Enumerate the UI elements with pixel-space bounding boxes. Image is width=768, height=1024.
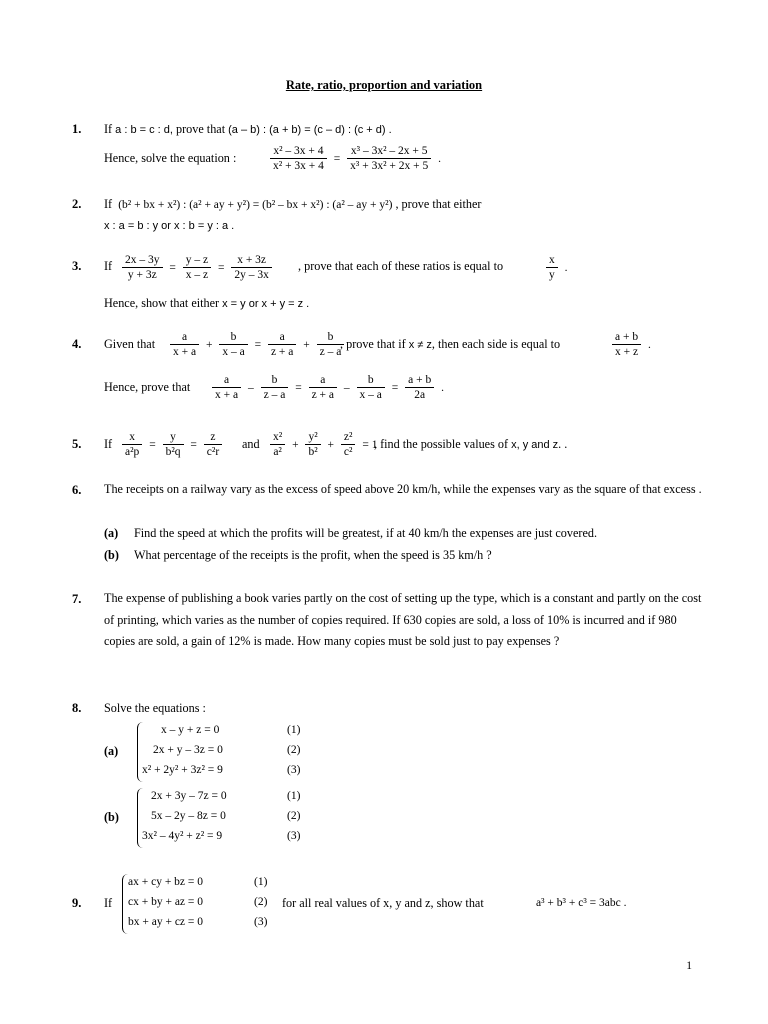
q1-statement: If a : b = c : d, prove that (a – b) : (a + b) = (c – d) : (c + d) .: [104, 122, 392, 136]
q8-instruction: Solve the equations :: [104, 701, 206, 715]
q2-conclusion: x : a = b : y or x : b = y : a .: [104, 220, 235, 232]
q8b-eq-3: 3x² – 4y² + z² = 9: [142, 830, 223, 842]
q8-number: 8.: [72, 701, 82, 715]
q5-ratios: $\frac{x}{\text{a²p}}$ = $\frac{y}{\text{b²q}}$ = $\frac{z}{\text{c²r}}$: [120, 431, 224, 458]
q5-sum: $\frac{\text{x²}}{\text{a²}}$ + $\frac{\text{y²}}{\text{b²}}$ + $\frac{\text{z²}}{\text{c²}}$ = 1: [268, 431, 379, 458]
q8a-tag-3: (3): [287, 764, 301, 776]
q5-if: If: [104, 437, 113, 451]
q9-tag-3: (3): [254, 916, 268, 928]
q9-tag-1: (1): [254, 876, 268, 888]
q7-number: 7.: [72, 592, 82, 606]
q8a-tag-1: (1): [287, 724, 301, 736]
q9-number: 9.: [72, 896, 82, 910]
q8b-eq-2: 5x – 2y – 8z = 0: [151, 810, 226, 822]
q3-number: 3.: [72, 259, 82, 273]
q6-number: 6.: [72, 483, 82, 497]
q9-result: a³ + b³ + c³ = 3abc .: [536, 897, 627, 909]
q2-number: 2.: [72, 197, 82, 211]
q9-eq-1: ax + cy + bz = 0: [128, 876, 204, 888]
q8-part-a-label: (a): [104, 744, 119, 758]
q1-number: 1.: [72, 122, 82, 136]
q8a-eq-1: x – y + z = 0: [161, 724, 220, 736]
q8a-eq-2: 2x + y – 3z = 0: [153, 744, 223, 756]
q4-result: $\frac{a + b}{x + z}$ .: [610, 331, 653, 358]
q4-tail: , prove that if x ≠ z, then each side is equal to: [340, 337, 561, 351]
q8b-tag-2: (2): [287, 810, 301, 822]
q4-hence: Hence, prove that: [104, 380, 191, 394]
q8b-tag-1: (1): [287, 790, 301, 802]
q6-part-b: (b) What percentage of the receipts is the profit, when the speed is 35 km/h ?: [104, 548, 492, 562]
q3-tail: , prove that each of these ratios is equal to: [298, 259, 504, 273]
q9-system: [122, 874, 282, 934]
q3-ratio-x-over-y: $\frac{x}{y}$ .: [544, 254, 570, 281]
q4-hence-equation: $\frac{a}{x + a}$ – $\frac{b}{z - a}$ = $\frac{a}{z + a}$ – $\frac{b}{x - a}$ = $\frac{a + b}{2a}$ .: [210, 374, 446, 401]
q2-statement: If (b² + bx + x²) : (a² + ay + y²) = (b² – bx + x²) : (a² – ay + y²) , prove that either: [104, 197, 482, 211]
page-number: 1: [686, 960, 692, 972]
q3-if: If: [104, 259, 113, 273]
q4-given: Given that: [104, 337, 156, 351]
q8b-tag-3: (3): [287, 830, 301, 842]
q4-equation: $\frac{a}{x + a}$ + $\frac{b}{x - a}$ = $\frac{a}{z + a}$ + $\frac{b}{z - a}$: [168, 331, 346, 358]
q6-statement: The receipts on a railway vary as the excess of speed above 20 km/h, while the expenses vary as the square of that excess .: [104, 482, 702, 496]
q8a-eq-3: x² + 2y² + 3z² = 9: [142, 764, 223, 776]
q8-system-b: [137, 788, 337, 848]
q8a-tag-2: (2): [287, 744, 301, 756]
q9-eq-3: bx + ay + cz = 0: [128, 916, 204, 928]
q3-ratios: $\frac{2x - 3y}{y + 3z}$ = $\frac{y - z}{x - z}$ = $\frac{x + 3z}{2y - 3x}$: [120, 254, 274, 281]
q8-system-a: [137, 722, 337, 782]
q4-number: 4.: [72, 337, 82, 351]
q7-statement: The expense of publishing a book varies partly on the cost of setting up the type, which is a constant and partly on the cost of printing, which varies as the number of copies required. If 630 copies are sold, a loss of 10% is incurred and if 980 copies are sold, a gain of 12% is made. How many copies must be sold just to pay expenses ?: [104, 591, 702, 649]
q6-part-a: (a) Find the speed at which the profits will be greatest, if at 40 km/h the expenses are just covered.: [104, 526, 597, 540]
q5-tail: , find the possible values of x, y and z. .: [374, 437, 568, 451]
q5-number: 5.: [72, 437, 82, 451]
q9-eq-2: cx + by + az = 0: [128, 896, 204, 908]
q9-tag-2: (2): [254, 896, 268, 908]
q1-equation: $\frac{\text{x² – 3x + 4}}{\text{x² + 3x + 4}}$ = $\frac{\text{x³ – 3x² – 2x + 5}}{\text{x³ + 3x² + 2x + 5}}$ .: [268, 145, 443, 172]
page-title: Rate, ratio, proportion and variation: [285, 78, 483, 92]
q9-tail: for all real values of x, y and z, show that: [282, 896, 484, 910]
q8b-eq-1: 2x + 3y – 7z = 0: [151, 790, 227, 802]
q8-part-b-label: (b): [104, 810, 119, 824]
q5-and: and: [242, 437, 260, 451]
q3-hence: Hence, show that either x = y or x + y = z .: [104, 296, 310, 310]
q9-if: If: [104, 896, 113, 910]
q1-hence: Hence, solve the equation :: [104, 151, 237, 165]
